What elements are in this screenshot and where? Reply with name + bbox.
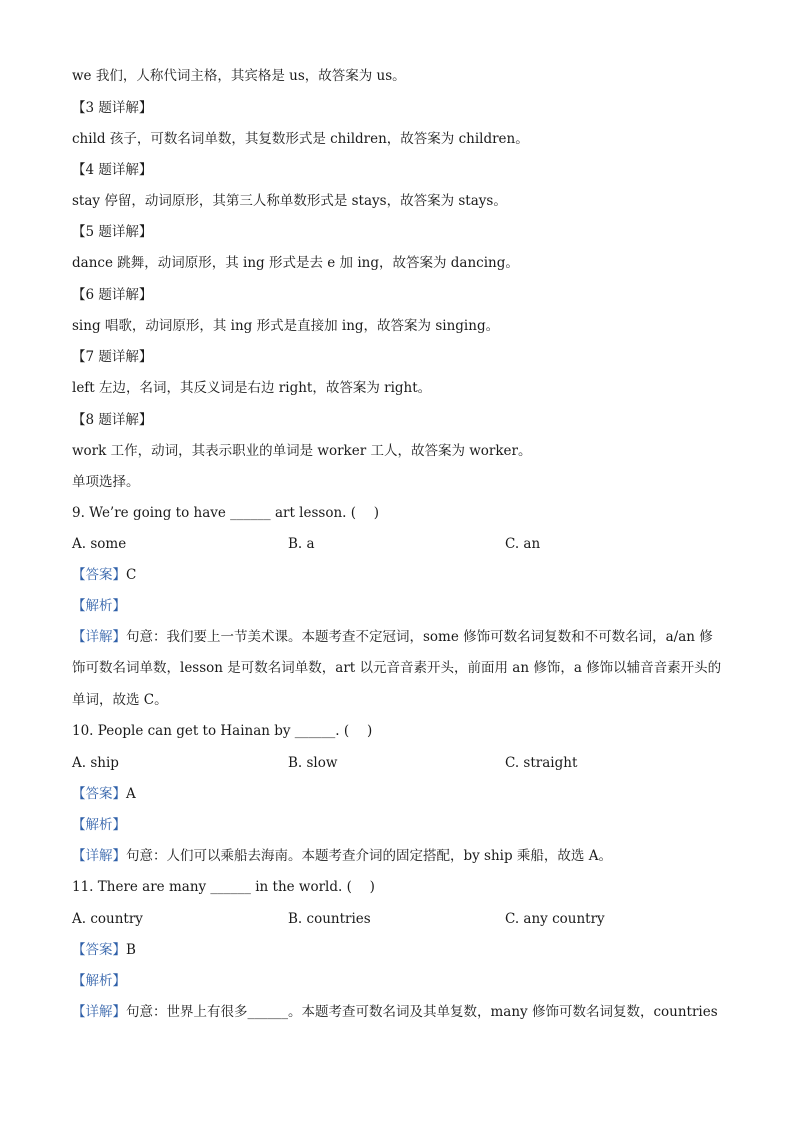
option-b: B. slow xyxy=(288,755,338,771)
option-c: C. any country xyxy=(505,911,605,927)
detail-line: 单词，故选 C。 xyxy=(72,692,168,708)
section-heading: 【4 题详解】 xyxy=(72,162,153,178)
section-heading: 【6 题详解】 xyxy=(72,287,153,303)
option-c: C. an xyxy=(505,536,541,552)
detail-label: 【详解】 xyxy=(72,1004,126,1020)
analysis-label: 【解析】 xyxy=(72,598,126,614)
text-line: sing 唱歌，动词原形，其 ing 形式是直接加 ing，故答案为 singing。 xyxy=(72,318,500,334)
answer-value: A xyxy=(126,786,136,802)
text-line: work 工作，动词，其表示职业的单词是 worker 工人，故答案为 worker。 xyxy=(72,443,532,459)
text-line: stay 停留，动词原形，其第三人称单数形式是 stays，故答案为 stays。 xyxy=(72,193,507,209)
answer-line xyxy=(72,940,732,960)
answer-value: C xyxy=(126,567,137,583)
section-heading: 【8 题详解】 xyxy=(72,412,153,428)
option-b: B. a xyxy=(288,536,315,552)
detail-label: 【详解】 xyxy=(72,848,126,864)
text-line: dance 跳舞，动词原形，其 ing 形式是去 e 加 ing，故答案为 dancing。 xyxy=(72,255,519,271)
detail-label: 【详解】 xyxy=(72,629,126,645)
option-b: B. countries xyxy=(288,911,371,927)
text-line: child 孩子，可数名词单数，其复数形式是 children，故答案为 children。 xyxy=(72,131,529,147)
answer-line xyxy=(72,565,732,585)
answer-line xyxy=(72,784,732,804)
option-a: A. country xyxy=(72,911,143,927)
question-stem: 9. We’re going to have ______ art lesson. ( ) xyxy=(72,505,380,521)
detail-line xyxy=(72,1002,732,1022)
answer-value: B xyxy=(126,942,136,958)
detail-text: 句意：人们可以乘船去海南。本题考查介词的固定搭配，by ship 乘船，故选 A。 xyxy=(126,848,612,864)
question-stem: 10. People can get to Hainan by ______. ( ) xyxy=(72,723,373,739)
detail-text: 句意：我们要上一节美术课。本题考查不定冠词，some 修饰可数名词复数和不可数名词，a/an 修 xyxy=(126,629,713,645)
section-heading: 【3 题详解】 xyxy=(72,100,153,116)
answer-label: 【答案】 xyxy=(72,786,126,802)
detail-text: 句意：世界上有很多______。本题考查可数名词及其单复数，many 修饰可数名词复数，countries xyxy=(126,1004,718,1020)
section-heading: 【7 题详解】 xyxy=(72,349,153,365)
question-stem: 11. There are many ______ in the world. ( ) xyxy=(72,879,375,895)
detail-line xyxy=(72,846,732,866)
detail-line: 饰可数名词单数，lesson 是可数名词单数，art 以元音音素开头，前面用 an 修饰，a 修饰以辅音音素开头的 xyxy=(72,660,722,676)
text-line: we 我们，人称代词主格，其宾格是 us，故答案为 us。 xyxy=(72,68,406,84)
text-line: left 左边，名词，其反义词是右边 right，故答案为 right。 xyxy=(72,380,432,396)
answer-label: 【答案】 xyxy=(72,942,126,958)
analysis-label: 【解析】 xyxy=(72,973,126,989)
section-heading: 【5 题详解】 xyxy=(72,224,153,240)
section-title: 单项选择。 xyxy=(72,474,140,490)
answer-label: 【答案】 xyxy=(72,567,126,583)
option-a: A. some xyxy=(72,536,127,552)
analysis-label: 【解析】 xyxy=(72,817,126,833)
option-c: C. straight xyxy=(505,755,578,771)
detail-line xyxy=(72,627,732,647)
option-a: A. ship xyxy=(72,755,119,771)
